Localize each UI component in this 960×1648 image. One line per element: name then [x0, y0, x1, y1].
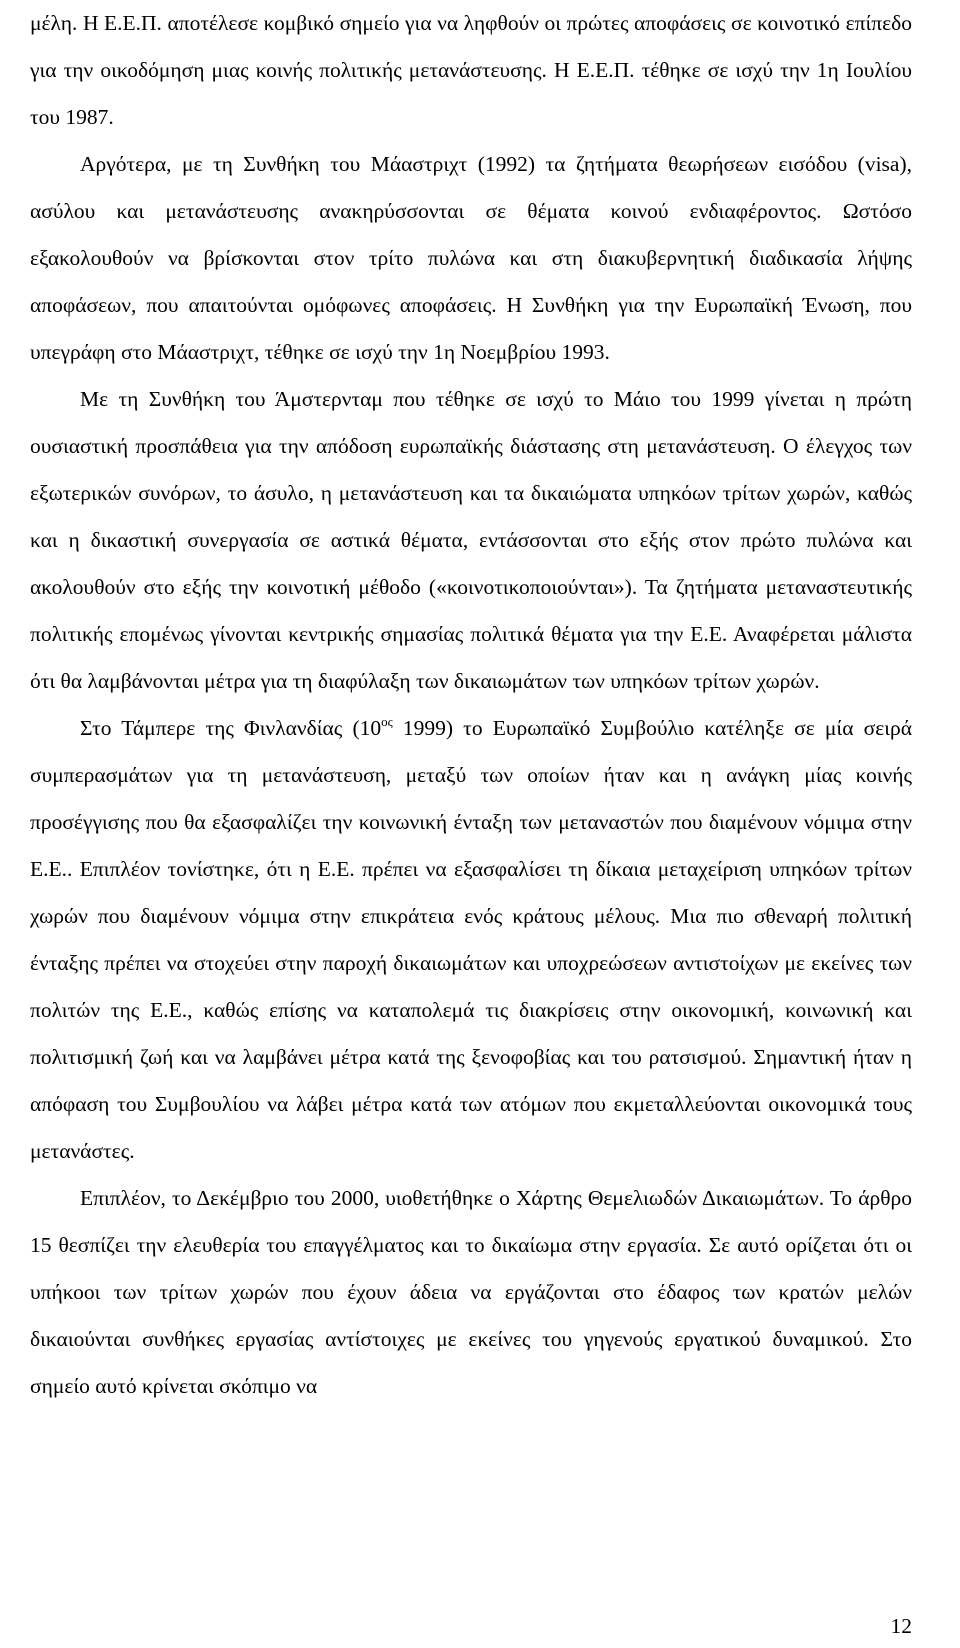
paragraph-tampere: [30, 705, 912, 1175]
paragraph-amsterdam: Με τη Συνθήκη του Άμστερνταμ που τέθηκε σε ισχύ το Μάιο του 1999 γίνεται η πρώτη ουσιαστική προσπάθεια για την απόδοση ευρωπαϊκής διάστασης στη μετανάστευση. Ο έλεγχος των εξωτερικών συνόρων, το άσυλο, η μετανάστευση και τα δικαιώματα υπηκόων τρίτων χωρών, καθώς και η δικαστική συνεργασία σε αστικά θέματα, εντάσσονται στο εξής στον πρώτο πυλώνα και ακολουθούν στο εξής την κοινοτική μέθοδο («κοινοτικοποιούνται»). Τα ζητήματα μεταναστευτικής πολιτικής επομένως γίνονται κεντρικής σημασίας πολιτικά θέματα για την Ε.Ε. Αναφέρεται μάλιστα ότι θα λαμβάνονται μέτρα για τη διαφύλαξη των δικαιωμάτων των υπηκόων τρίτων χωρών.: [30, 387, 912, 693]
tampere-text-rest: 1999) το Ευρωπαϊκό Συμβούλιο κατέληξε σε μία σειρά συμπερασμάτων για τη μετανάστευση, μεταξύ των οποίων ήταν και η ανάγκη μίας κοινής προσέγγισης που θα εξασφαλίζει την κοινωνική ένταξη των μεταναστών που διαμένουν νόμιμα στην Ε.Ε.. Επιπλέον τονίστηκε, ότι η Ε.Ε. πρέπει να εξασφαλίσει τη δίκαια μεταχείριση υπηκόων τρίτων χωρών που διαμένουν νόμιμα στην επικράτεια ενός κράτους μέλους. Μια πιο σθεναρή πολιτική ένταξης πρέπει να στοχεύει στην παροχή δικαιωμάτων και υποχρεώσεων αντιστοίχων με εκείνες των πολιτών της Ε.Ε., καθώς επίσης να καταπολεμά τις διακρίσεις στην οικονομική, κοινωνική και πολιτισμική ζωή και να λαμβάνει μέτρα κατά της ξενοφοβίας και του ρατσισμού. Σημαντική ήταν η απόφαση του Συμβουλίου να λάβει μέτρα κατά των ατόμων που εκμεταλλεύονται οικονομικά τους μετανάστες.: [30, 716, 912, 1163]
document-page: [30, 0, 912, 1410]
paragraph-charter: Επιπλέον, το Δεκέμβριο του 2000, υιοθετήθηκε ο Χάρτης Θεμελιωδών Δικαιωμάτων. Το άρθρο 15 θεσπίζει την ελευθερία του επαγγέλματος και το δικαίωμα στην εργασία. Σε αυτό ορίζεται ότι οι υπήκοοι των τρίτων χωρών που έχουν άδεια να εργάζονται στο έδαφος των κρατών μελών δικαιούνται συνθήκες εργασίας αντίστοιχες με εκείνες του γηγενούς εργατικού δυναμικού. Στο σημείο αυτό κρίνεται σκόπιμο να: [30, 1186, 912, 1398]
paragraph-maastricht: Αργότερα, με τη Συνθήκη του Μάαστριχτ (1992) τα ζητήματα θεωρήσεων εισόδου (visa), ασύλου και μετανάστευσης ανακηρύσσονται σε θέματα κοινού ενδιαφέροντος. Ωστόσο εξακολουθούν να βρίσκονται στον τρίτο πυλώνα και στη διακυβερνητική διαδικασία λήψης αποφάσεων, που απαιτούνται ομόφωνες αποφάσεις. Η Συνθήκη για την Ευρωπαϊκή Ένωση, που υπεγράφη στο Μάαστριχτ, τέθηκε σε ισχύ την 1η Νοεμβρίου 1993.: [30, 152, 912, 364]
page-number: 12: [890, 1614, 912, 1638]
paragraph-continuation: μέλη. Η Ε.Ε.Π. αποτέλεσε κομβικό σημείο για να ληφθούν οι πρώτες αποφάσεις σε κοινοτικό επίπεδο για την οικοδόμηση μιας κοινής πολιτικής μετανάστευσης. Η Ε.Ε.Π. τέθηκε σε ισχύ την 1η Ιουλίου του 1987.: [30, 11, 912, 129]
tampere-text-start: Στο Τάμπερε της Φινλανδίας (10: [80, 716, 382, 740]
ordinal-superscript: ος: [381, 714, 393, 729]
